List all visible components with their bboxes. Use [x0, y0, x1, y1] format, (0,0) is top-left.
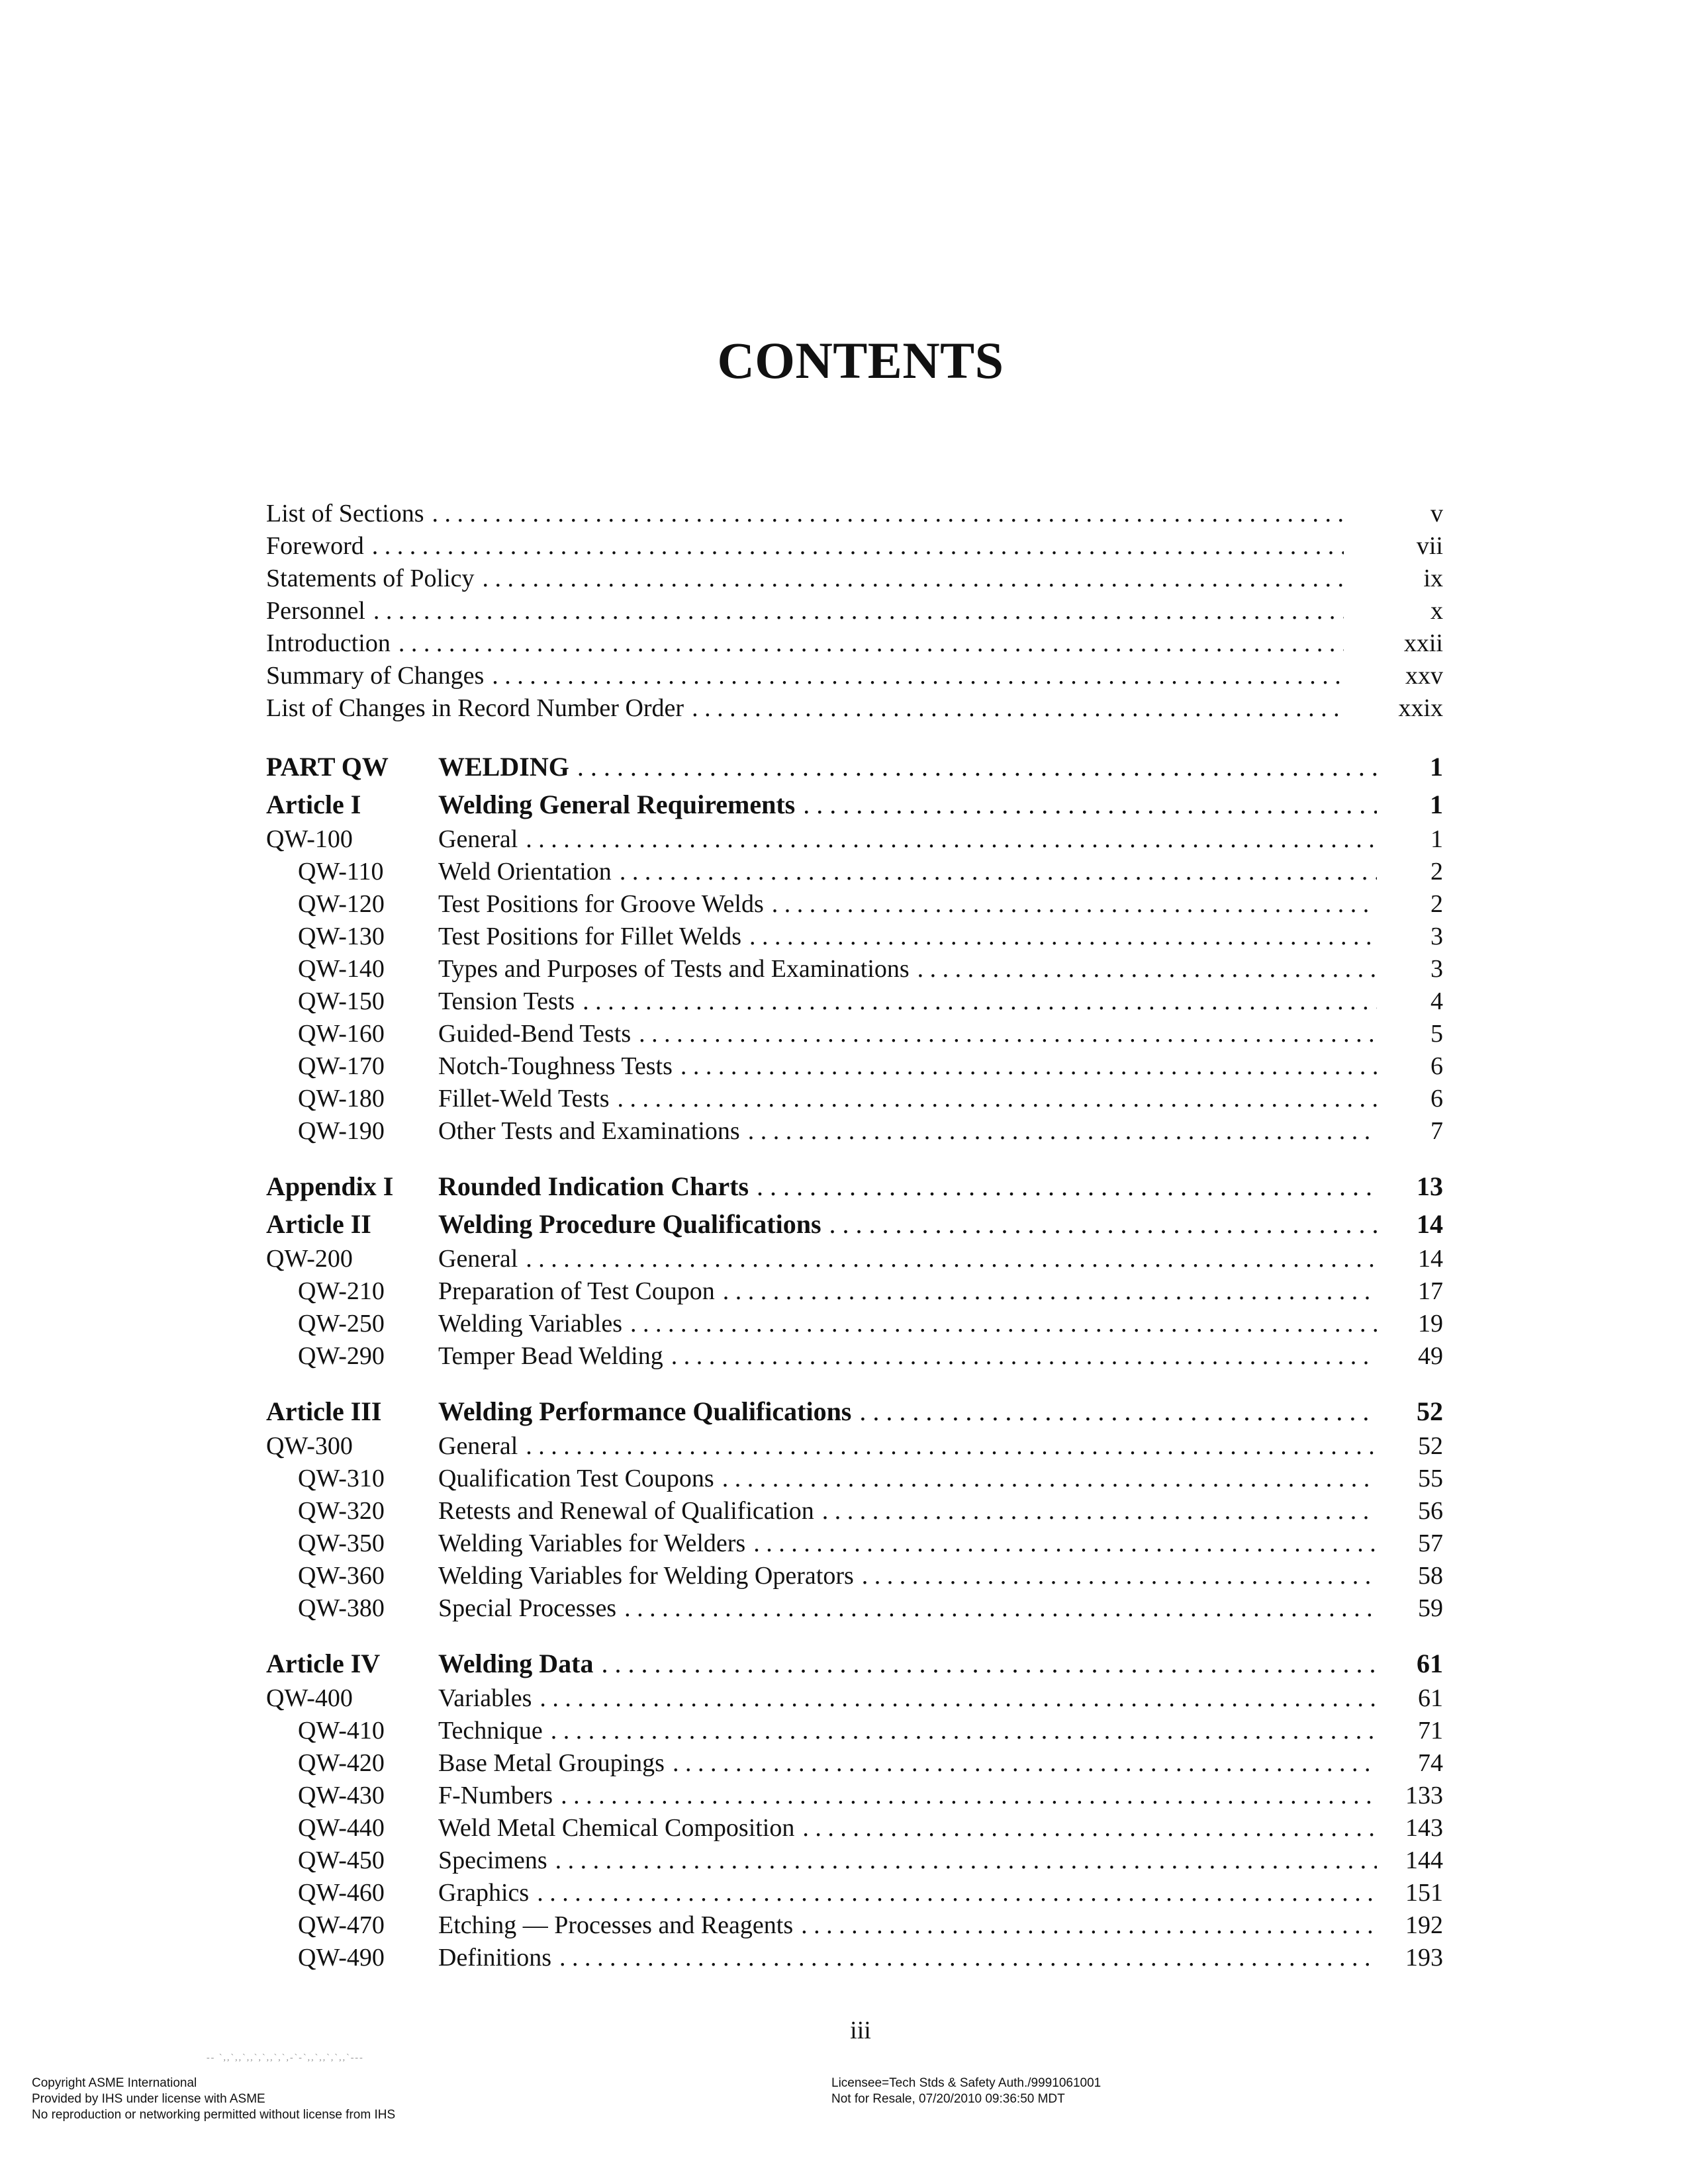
entry-label-wrap — [438, 1747, 1377, 1780]
entry-code: QW-470 — [298, 1911, 385, 1939]
entry-label-wrap — [438, 856, 1377, 888]
entry-title: Fillet-Weld Tests — [438, 1085, 610, 1113]
entry-page: 19 — [1418, 1310, 1443, 1338]
entry-label-wrap — [438, 1115, 1377, 1148]
entry-page: xxii — [1403, 629, 1443, 657]
dot-leader — [854, 1560, 1377, 1592]
dot-leader — [518, 1430, 1377, 1463]
entry-page: 4 — [1430, 987, 1443, 1015]
entry-code: QW-300 — [266, 1432, 353, 1460]
dot-leader — [532, 1682, 1377, 1715]
entry-title: Welding General Requirements — [438, 790, 796, 819]
entry-title: Test Positions for Groove Welds — [438, 890, 764, 918]
entry-page: 17 — [1418, 1277, 1443, 1305]
entry-label-wrap — [438, 1780, 1377, 1812]
toc-entry[interactable] — [266, 530, 1443, 563]
entry-page: 61 — [1418, 1684, 1443, 1712]
entry-label-wrap — [438, 1527, 1377, 1560]
entry-code: QW-210 — [298, 1277, 385, 1305]
entry-label-wrap — [266, 530, 1344, 563]
toc-entry[interactable] — [266, 660, 1443, 692]
toc-entry[interactable] — [266, 1527, 1443, 1560]
entry-page: 193 — [1405, 1944, 1443, 1972]
dot-leader — [518, 823, 1377, 856]
front-matter-list — [266, 498, 1443, 725]
entry-label-wrap — [438, 1275, 1377, 1308]
entry-title: Graphics — [438, 1879, 530, 1907]
entry-label-wrap — [438, 1495, 1377, 1527]
entry-page: 52 — [1417, 1396, 1443, 1426]
toc-entry[interactable] — [266, 1275, 1443, 1308]
entry-code: QW-120 — [298, 890, 385, 918]
entry-title: Summary of Changes — [266, 662, 485, 690]
entry-label-wrap — [266, 595, 1344, 627]
entry-label-wrap — [438, 1340, 1377, 1373]
entry-title: List of Changes in Record Number Order — [266, 694, 684, 722]
toc-entry[interactable] — [266, 1083, 1443, 1115]
dot-leader — [551, 1942, 1377, 1974]
dot-leader — [575, 985, 1377, 1018]
dot-leader — [365, 595, 1344, 627]
entry-page: 58 — [1418, 1562, 1443, 1590]
entry-title: Temper Bead Welding — [438, 1342, 663, 1370]
entry-page: 1 — [1430, 752, 1443, 782]
entry-label-wrap — [438, 823, 1377, 856]
entry-page: v — [1430, 500, 1443, 527]
entry-title: Base Metal Groupings — [438, 1749, 665, 1777]
entry-page: 2 — [1430, 858, 1443, 886]
dot-leader — [795, 786, 1377, 823]
entry-label-wrap — [438, 1018, 1377, 1050]
toc-entry[interactable] — [266, 1592, 1443, 1625]
entry-page: x — [1430, 597, 1443, 625]
dot-leader — [793, 1909, 1377, 1942]
entry-code: QW-100 — [266, 825, 353, 853]
entry-title: List of Sections — [266, 500, 424, 527]
dot-leader — [593, 1645, 1377, 1682]
entry-label-wrap — [438, 888, 1377, 921]
entry-title: Test Positions for Fillet Welds — [438, 923, 742, 950]
entry-title: Other Tests and Examinations — [438, 1117, 740, 1145]
entry-title: Welding Data — [438, 1649, 594, 1678]
entry-page: 13 — [1417, 1171, 1443, 1201]
entry-page: 6 — [1430, 1085, 1443, 1113]
entry-code: QW-150 — [298, 987, 385, 1015]
entry-label-wrap — [438, 1560, 1377, 1592]
entry-page: 14 — [1417, 1209, 1443, 1239]
dot-leader — [547, 1844, 1377, 1877]
entry-code: Appendix I — [266, 1171, 394, 1201]
entry-page: 2 — [1430, 890, 1443, 918]
toc-entry[interactable] — [266, 823, 1443, 856]
entry-label-wrap — [438, 1243, 1377, 1275]
entry-code: QW-160 — [298, 1020, 385, 1048]
dot-leader — [910, 953, 1377, 985]
entry-page: 49 — [1418, 1342, 1443, 1370]
entry-title: General — [438, 1432, 518, 1460]
dot-leader — [569, 748, 1377, 786]
entry-page: ix — [1423, 565, 1443, 592]
entry-page: 192 — [1405, 1911, 1443, 1939]
footer-line: Not for Resale, 07/20/2010 09:36:50 MDT — [831, 2092, 1065, 2106]
entry-title: Weld Metal Chemical Composition — [438, 1814, 795, 1842]
dot-leader — [745, 1527, 1377, 1560]
toc-entry[interactable] — [266, 1115, 1443, 1148]
entry-label-wrap — [438, 1942, 1377, 1974]
entry-label-wrap — [266, 498, 1344, 530]
entry-page: 151 — [1405, 1879, 1443, 1907]
entry-code: QW-140 — [298, 955, 385, 983]
dot-leader — [814, 1495, 1377, 1527]
toc-entry[interactable] — [266, 563, 1443, 595]
entry-label-wrap — [438, 1050, 1377, 1083]
entry-code: Article IV — [266, 1649, 381, 1678]
toc-section — [266, 1392, 1443, 1625]
entry-code: QW-190 — [298, 1117, 385, 1145]
dot-leader — [424, 498, 1344, 530]
entry-title: Foreword — [266, 532, 364, 560]
entry-title: Welding Variables for Welding Operators — [438, 1562, 854, 1590]
entry-title: General — [438, 825, 518, 853]
footer-line: Provided by IHS under license with ASME — [32, 2092, 265, 2106]
entry-page: xxv — [1405, 662, 1443, 690]
entry-code: QW-410 — [298, 1717, 385, 1745]
dot-leader — [684, 692, 1344, 725]
entry-code: QW-420 — [298, 1749, 385, 1777]
entry-label-wrap — [266, 627, 1344, 660]
entry-title: Introduction — [266, 629, 391, 657]
entry-label-wrap — [266, 692, 1344, 725]
entry-page: 61 — [1417, 1649, 1443, 1678]
entry-title: Notch-Toughness Tests — [438, 1052, 673, 1080]
dot-leader — [741, 921, 1377, 953]
entry-code: QW-430 — [298, 1782, 385, 1809]
dot-leader — [518, 1243, 1377, 1275]
entry-label-wrap — [438, 1205, 1377, 1243]
entry-title: F-Numbers — [438, 1782, 553, 1809]
entry-page: 1 — [1430, 825, 1443, 853]
toc-entry[interactable] — [266, 888, 1443, 921]
dot-leader — [764, 888, 1377, 921]
entry-code: QW-250 — [298, 1310, 385, 1338]
dot-leader — [715, 1275, 1377, 1308]
entry-page: 71 — [1418, 1717, 1443, 1745]
toc-heading[interactable] — [266, 1645, 1443, 1682]
entry-code: QW-460 — [298, 1879, 385, 1907]
toc-entry[interactable] — [266, 953, 1443, 985]
dot-leader — [484, 660, 1344, 692]
entry-title: Personnel — [266, 597, 365, 625]
toc-entry[interactable] — [266, 627, 1443, 660]
entry-title: Definitions — [438, 1944, 551, 1972]
footer-line: Licensee=Tech Stds & Safety Auth./9991061001 — [831, 2076, 1102, 2090]
entry-label-wrap — [438, 1844, 1377, 1877]
entry-label-wrap — [438, 1167, 1377, 1205]
toc-entry[interactable] — [266, 1942, 1443, 1974]
entry-code: QW-200 — [266, 1245, 353, 1273]
toc-heading[interactable] — [266, 1205, 1443, 1243]
entry-code: Article III — [266, 1396, 382, 1426]
entry-title: Rounded Indication Charts — [438, 1171, 749, 1201]
entry-title: Preparation of Test Coupon — [438, 1277, 715, 1305]
entry-page: 144 — [1405, 1846, 1443, 1874]
contents-list — [266, 748, 1443, 1994]
toc-heading[interactable] — [266, 1392, 1443, 1430]
dot-leader — [610, 1083, 1377, 1115]
entry-title: Weld Orientation — [438, 858, 612, 886]
entry-page: 57 — [1418, 1529, 1443, 1557]
scan-artifact: -- `,,`,,`,,`,`,,`,`,-`-`,,`,,`,`,,`--- — [207, 2053, 364, 2063]
entry-page: 3 — [1430, 955, 1443, 983]
dot-leader — [673, 1050, 1377, 1083]
toc-entry[interactable] — [266, 1463, 1443, 1495]
entry-code: QW-350 — [298, 1529, 385, 1557]
dot-leader — [794, 1812, 1377, 1844]
entry-title: Welding Procedure Qualifications — [438, 1209, 821, 1239]
entry-page: 56 — [1418, 1497, 1443, 1525]
entry-label-wrap — [438, 953, 1377, 985]
entry-page: 6 — [1430, 1052, 1443, 1080]
toc-section — [266, 748, 1443, 1148]
toc-entry[interactable] — [266, 595, 1443, 627]
entry-label-wrap — [266, 563, 1344, 595]
entry-label-wrap — [438, 921, 1377, 953]
entry-title: Qualification Test Coupons — [438, 1465, 714, 1492]
entry-code: QW-380 — [298, 1594, 385, 1622]
entry-code: Article II — [266, 1209, 371, 1239]
toc-section — [266, 1645, 1443, 1974]
entry-code: QW-360 — [298, 1562, 385, 1590]
dot-leader — [475, 563, 1344, 595]
toc-entry[interactable] — [266, 1430, 1443, 1463]
toc-entry[interactable] — [266, 1018, 1443, 1050]
entry-code: QW-180 — [298, 1085, 385, 1113]
entry-page: xxix — [1398, 694, 1443, 722]
entry-title: Welding Variables for Welders — [438, 1529, 746, 1557]
dot-leader — [821, 1205, 1377, 1243]
toc-entry[interactable] — [266, 1780, 1443, 1812]
entry-label-wrap — [438, 1877, 1377, 1909]
entry-label-wrap — [438, 1430, 1377, 1463]
dot-leader — [391, 627, 1344, 660]
entry-label-wrap — [438, 1083, 1377, 1115]
page-number: iii — [850, 2017, 871, 2044]
toc-entry[interactable] — [266, 1340, 1443, 1373]
toc-entry[interactable] — [266, 1844, 1443, 1877]
entry-code: QW-290 — [298, 1342, 385, 1370]
entry-page: 52 — [1418, 1432, 1443, 1460]
entry-code: Article I — [266, 790, 361, 819]
dot-leader — [663, 1340, 1377, 1373]
dot-leader — [616, 1592, 1377, 1625]
entry-title: General — [438, 1245, 518, 1273]
entry-label-wrap — [438, 985, 1377, 1018]
entry-code: QW-310 — [298, 1465, 385, 1492]
entry-title: Technique — [438, 1717, 543, 1745]
entry-label-wrap — [438, 786, 1377, 823]
entry-page: vii — [1416, 532, 1443, 560]
toc-entry[interactable] — [266, 1715, 1443, 1747]
entry-title: Specimens — [438, 1846, 547, 1874]
entry-page: 133 — [1405, 1782, 1443, 1809]
entry-label-wrap — [438, 748, 1377, 786]
entry-code: PART QW — [266, 752, 389, 782]
entry-page: 7 — [1430, 1117, 1443, 1145]
toc-entry[interactable] — [266, 921, 1443, 953]
dot-leader — [740, 1115, 1377, 1148]
dot-leader — [529, 1877, 1377, 1909]
toc-entry[interactable] — [266, 1812, 1443, 1844]
toc-heading[interactable] — [266, 748, 1443, 786]
toc-heading[interactable] — [266, 1167, 1443, 1205]
entry-title: Tension Tests — [438, 987, 575, 1015]
entry-code: QW-170 — [298, 1052, 385, 1080]
entry-page: 5 — [1430, 1020, 1443, 1048]
entry-label-wrap — [438, 1812, 1377, 1844]
toc-entry[interactable] — [266, 1877, 1443, 1909]
toc-entry[interactable] — [266, 1243, 1443, 1275]
entry-code: QW-130 — [298, 923, 385, 950]
entry-label-wrap — [266, 660, 1344, 692]
entry-page: 1 — [1430, 790, 1443, 819]
dot-leader — [665, 1747, 1377, 1780]
entry-label-wrap — [438, 1308, 1377, 1340]
entry-label-wrap — [438, 1645, 1377, 1682]
entry-label-wrap — [438, 1682, 1377, 1715]
dot-leader — [622, 1308, 1377, 1340]
dot-leader — [631, 1018, 1377, 1050]
entry-title: Statements of Policy — [266, 565, 475, 592]
footer-left — [32, 2075, 395, 2123]
toc-entry[interactable] — [266, 856, 1443, 888]
dot-leader — [714, 1463, 1377, 1495]
dot-leader — [543, 1715, 1377, 1747]
entry-page: 59 — [1418, 1594, 1443, 1622]
entry-title: Welding Performance Qualifications — [438, 1396, 852, 1426]
dot-leader — [749, 1167, 1377, 1205]
dot-leader — [364, 530, 1344, 563]
entry-title: WELDING — [438, 752, 569, 782]
entry-code: QW-490 — [298, 1944, 385, 1972]
entry-title: Variables — [438, 1684, 532, 1712]
entry-title: Types and Purposes of Tests and Examinations — [438, 955, 910, 983]
entry-title: Welding Variables — [438, 1310, 623, 1338]
entry-label-wrap — [438, 1392, 1377, 1430]
toc-heading[interactable] — [266, 786, 1443, 823]
dot-leader — [851, 1392, 1377, 1430]
entry-page: 74 — [1418, 1749, 1443, 1777]
toc-entry[interactable] — [266, 1909, 1443, 1942]
toc-section — [266, 1167, 1443, 1373]
entry-title: Guided-Bend Tests — [438, 1020, 632, 1048]
toc-entry[interactable] — [266, 692, 1443, 725]
footer-line: No reproduction or networking permitted without license from IHS — [32, 2108, 396, 2122]
entry-code: QW-450 — [298, 1846, 385, 1874]
dot-leader — [612, 856, 1377, 888]
entry-page: 3 — [1430, 923, 1443, 950]
entry-label-wrap — [438, 1463, 1377, 1495]
entry-code: QW-400 — [266, 1684, 353, 1712]
dot-leader — [553, 1780, 1377, 1812]
entry-label-wrap — [438, 1592, 1377, 1625]
toc-entry[interactable] — [266, 498, 1443, 530]
toc-entry[interactable] — [266, 1050, 1443, 1083]
entry-page: 143 — [1405, 1814, 1443, 1842]
entry-page: 14 — [1418, 1245, 1443, 1273]
toc-entry[interactable] — [266, 1560, 1443, 1592]
entry-page: 55 — [1418, 1465, 1443, 1492]
entry-code: QW-440 — [298, 1814, 385, 1842]
entry-title: Retests and Renewal of Qualification — [438, 1497, 814, 1525]
page-title: CONTENTS — [717, 332, 1004, 389]
entry-code: QW-110 — [298, 858, 384, 886]
entry-code: QW-320 — [298, 1497, 385, 1525]
entry-title: Etching — Processes and Reagents — [438, 1911, 794, 1939]
toc-entry[interactable] — [266, 1747, 1443, 1780]
toc-entry[interactable] — [266, 1682, 1443, 1715]
toc-entry[interactable] — [266, 1308, 1443, 1340]
toc-entry[interactable] — [266, 985, 1443, 1018]
entry-label-wrap — [438, 1715, 1377, 1747]
entry-title: Special Processes — [438, 1594, 617, 1622]
footer-line: Copyright ASME International — [32, 2076, 197, 2090]
footer-right — [831, 2075, 1101, 2107]
toc-entry[interactable] — [266, 1495, 1443, 1527]
entry-label-wrap — [438, 1909, 1377, 1942]
